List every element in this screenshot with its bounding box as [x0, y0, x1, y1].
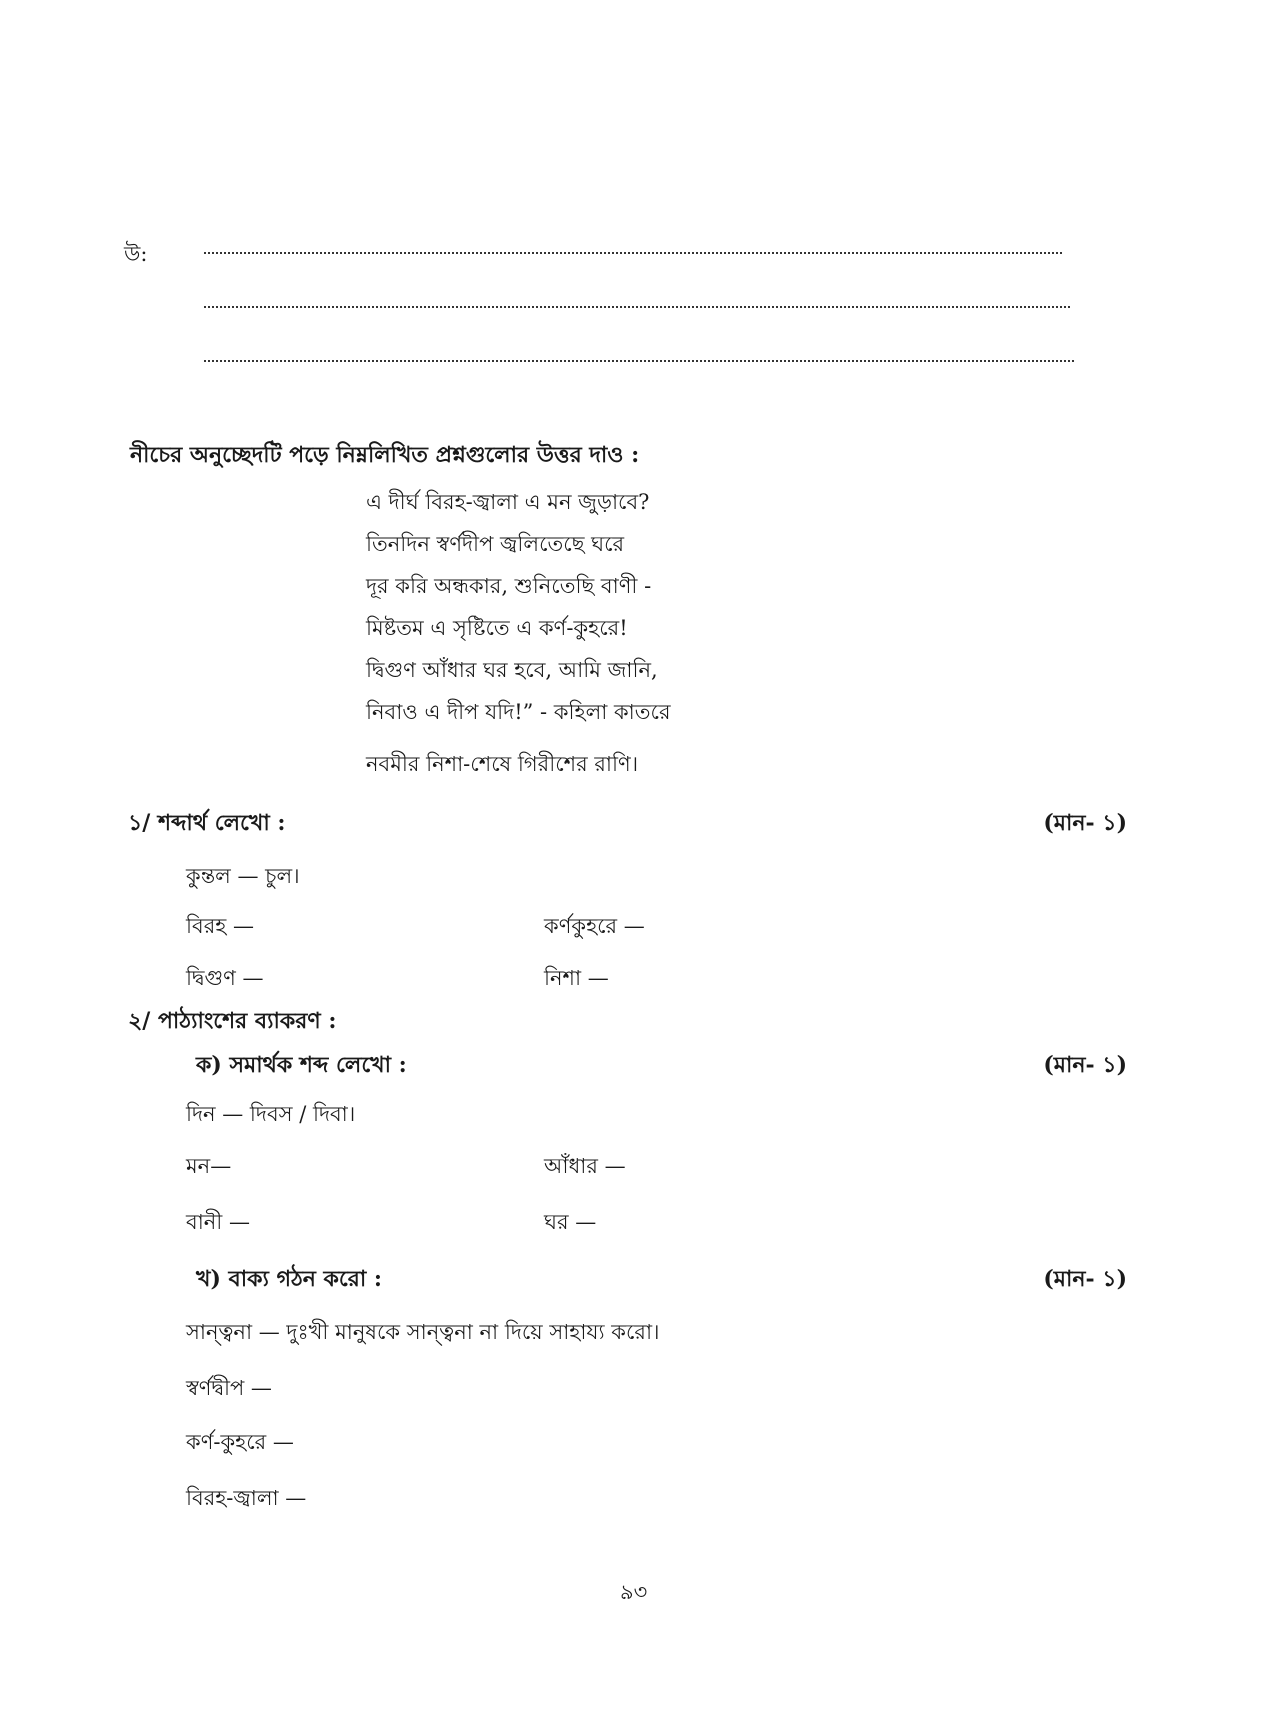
- instruction-heading: নীচের অনুচ্ছেদটি পড়ে নিম্নলিখিত প্রশ্নগুলোর উত্তর দাও :: [130, 442, 640, 468]
- answer-line-2[interactable]: [204, 306, 1070, 308]
- q1-item: বিরহ —: [186, 914, 254, 938]
- q2b-marks: (মান- ১): [1043, 1266, 1127, 1292]
- q2a-item: মন—: [186, 1154, 232, 1178]
- answer-line-1[interactable]: [204, 252, 1062, 254]
- q1-title: ১/ শব্দার্থ লেখো :: [128, 810, 286, 836]
- q2a-example: দিন — দিবস / দিবা।: [186, 1102, 356, 1126]
- q2a-title: ক) সমার্থক শব্দ লেখো :: [196, 1052, 407, 1078]
- q1-item: নিশা —: [544, 966, 609, 990]
- q1-example: কুন্তল — চুল।: [186, 864, 300, 888]
- q1-marks: (মান- ১): [1043, 810, 1127, 836]
- q2-title: ২/ পাঠ্যাংশের ব্যাকরণ :: [128, 1008, 337, 1034]
- q1-item: কর্ণকুহরে —: [544, 914, 645, 938]
- poem-line: তিনদিন স্বর্ণদীপ জ্বলিতেছে ঘরে: [366, 532, 625, 556]
- q2b-item: স্বর্ণদ্বীপ —: [186, 1376, 272, 1400]
- poem-line: এ দীর্ঘ বিরহ-জ্বালা এ মন জুড়াবে?: [366, 490, 650, 514]
- poem-line: দ্বিগুণ আঁধার ঘর হবে, আমি জানি,: [366, 658, 658, 682]
- poem-line: নবমীর নিশা-শেষে গিরীশের রাণি।: [366, 752, 639, 776]
- answer-line-3[interactable]: [204, 360, 1074, 362]
- q2a-item: আঁধার —: [544, 1154, 626, 1178]
- q2b-example: সান্ত্বনা — দুঃখী মানুষকে সান্ত্বনা না দিয়ে সাহায্য করো।: [186, 1320, 660, 1344]
- page-number: ৯৩: [620, 1580, 648, 1604]
- q2b-item: বিরহ-জ্বালা —: [186, 1486, 307, 1510]
- poem-line: নিবাও এ দীপ যদি!” - কহিলা কাতরে: [366, 700, 671, 724]
- q2b-item: কর্ণ-কুহরে —: [186, 1430, 294, 1454]
- poem-line: দূর করি অন্ধকার, শুনিতেছি বাণী -: [366, 574, 652, 598]
- q2b-title: খ) বাক্য গঠন করো :: [196, 1266, 383, 1292]
- poem-line: মিষ্টতম এ সৃষ্টিতে এ কর্ণ-কুহরে!: [366, 616, 628, 640]
- q2a-item: বানী —: [186, 1210, 250, 1234]
- q1-item: দ্বিগুণ —: [186, 966, 264, 990]
- q2a-marks: (মান- ১): [1043, 1052, 1127, 1078]
- answer-label: উ:: [124, 242, 148, 266]
- q2a-item: ঘর —: [544, 1210, 597, 1234]
